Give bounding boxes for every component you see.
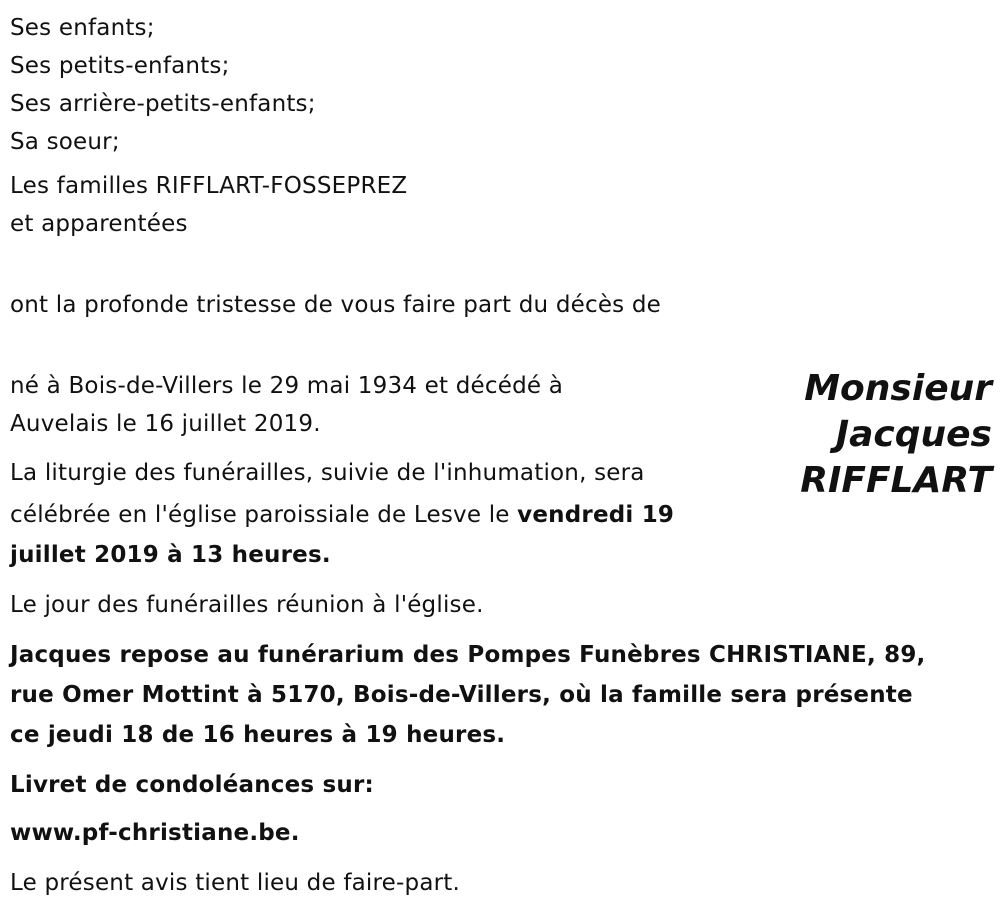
family-line: et apparentées	[10, 211, 188, 237]
funerarium-line-1: Jacques repose au funérarium des Pompes Funèbres CHRISTIANE, 89,	[10, 642, 926, 668]
liturgy-line-2	[10, 497, 674, 534]
liturgy-time: juillet 2019 à 13 heures.	[10, 542, 331, 568]
deceased-title: Monsieur	[804, 368, 992, 409]
birth-death-line-2: Auvelais le 16 juillet 2019.	[10, 411, 321, 437]
footer-note: Le présent avis tient lieu de faire-part.	[10, 870, 461, 896]
birth-death-line-1: né à Bois-de-Villers le 29 mai 1934 et décédé à	[10, 373, 564, 399]
liturgy-location: célébrée en l'église paroissiale de Lesve le	[10, 502, 518, 528]
family-line: Les familles RIFFLART-FOSSEPREZ	[10, 173, 408, 199]
condolences-label: Livret de condoléances sur:	[10, 772, 374, 798]
announcement-text: ont la profonde tristesse de vous faire part du décès de	[10, 292, 662, 318]
reunion-text: Le jour des funérailles réunion à l'église.	[10, 592, 484, 618]
family-line: Ses enfants;	[10, 15, 155, 41]
liturgy-line-1: La liturgie des funérailles, suivie de l'inhumation, sera	[10, 460, 645, 486]
funerarium-line-2: rue Omer Mottint à 5170, Bois-de-Villers, où la famille sera présente	[10, 682, 913, 708]
family-line: Ses petits-enfants;	[10, 53, 230, 79]
family-line: Sa soeur;	[10, 129, 120, 155]
funerarium-line-3: ce jeudi 18 de 16 heures à 19 heures.	[10, 722, 506, 748]
deceased-first-name: Jacques	[835, 414, 992, 455]
condolences-link[interactable]: www.pf-christiane.be.	[10, 820, 300, 846]
family-line: Ses arrière-petits-enfants;	[10, 91, 316, 117]
deceased-name	[800, 366, 992, 504]
deceased-last-name: RIFFLART	[800, 460, 992, 501]
liturgy-date: vendredi 19	[517, 502, 675, 528]
